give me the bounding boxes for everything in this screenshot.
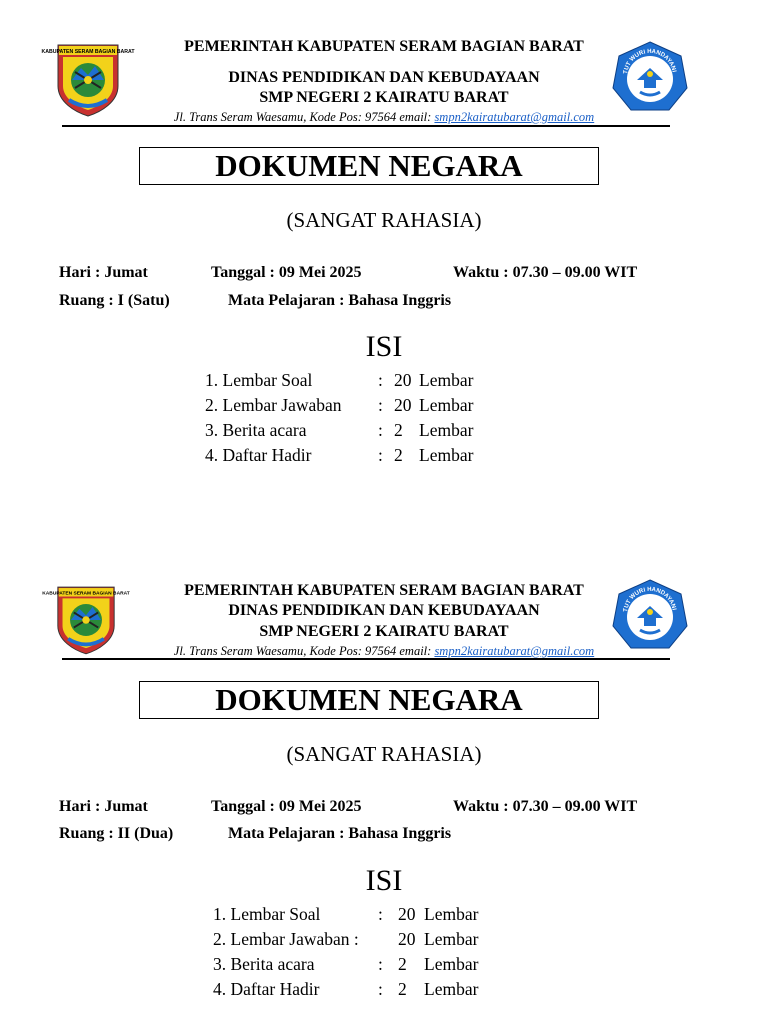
item-count: 2 bbox=[398, 954, 407, 974]
header-address bbox=[0, 644, 768, 658]
exam-time: Waktu : 07.30 – 09.00 WIT bbox=[453, 264, 638, 281]
item-count: 20 bbox=[394, 370, 412, 390]
item-name: 3. Berita acara bbox=[205, 420, 307, 440]
item-colon: : bbox=[378, 445, 383, 465]
item-count: 20 bbox=[398, 904, 416, 924]
contents-heading: ISI bbox=[365, 330, 403, 363]
list-item bbox=[0, 370, 768, 390]
exam-time: Waktu : 07.30 – 09.00 WIT bbox=[453, 798, 638, 815]
item-count: 20 bbox=[398, 929, 416, 949]
item-name: 3. Berita acara bbox=[213, 954, 315, 974]
exam-room: Ruang : II (Dua) bbox=[59, 825, 174, 842]
header-government: PEMERINTAH KABUPATEN SERAM BAGIAN BARAT bbox=[184, 582, 584, 599]
item-unit: Lembar bbox=[419, 370, 474, 390]
email-link[interactable]: smpn2kairatubarat@gmail.com bbox=[434, 644, 595, 658]
document-title: DOKUMEN NEGARA bbox=[139, 147, 599, 185]
list-item bbox=[0, 420, 768, 440]
list-item bbox=[0, 954, 768, 974]
header-department: DINAS PENDIDIKAN DAN KEBUDAYAAN bbox=[228, 69, 540, 86]
header-divider bbox=[62, 125, 670, 127]
item-unit: Lembar bbox=[419, 420, 474, 440]
header-address bbox=[0, 110, 768, 124]
item-unit: Lembar bbox=[424, 954, 479, 974]
address-text: Jl. Trans Seram Waesamu, Kode Pos: 97564 email: bbox=[173, 644, 435, 658]
contents-heading: ISI bbox=[365, 864, 403, 897]
tut-logo-text: TUT WURI HANDAYANI bbox=[623, 48, 677, 75]
header-government: PEMERINTAH KABUPATEN SERAM BAGIAN BARAT bbox=[184, 38, 584, 55]
item-name: 4. Daftar Hadir bbox=[213, 979, 320, 999]
header-department: DINAS PENDIDIKAN DAN KEBUDAYAAN bbox=[228, 602, 540, 619]
item-colon: : bbox=[378, 420, 383, 440]
shield-banner-text: KABUPATEN SERAM BAGIAN BARAT bbox=[41, 49, 135, 55]
item-colon: : bbox=[378, 395, 383, 415]
header-divider bbox=[62, 658, 670, 660]
item-colon: : bbox=[378, 904, 383, 924]
header-school: SMP NEGERI 2 KAIRATU BARAT bbox=[259, 89, 509, 106]
address-text: Jl. Trans Seram Waesamu, Kode Pos: 97564 email: bbox=[173, 110, 435, 124]
exam-room: Ruang : I (Satu) bbox=[59, 292, 170, 309]
exam-date: Tanggal : 09 Mei 2025 bbox=[211, 798, 362, 815]
item-name: 1. Lembar Soal bbox=[205, 370, 313, 390]
list-item bbox=[0, 445, 768, 465]
item-unit: Lembar bbox=[424, 979, 479, 999]
exam-day: Hari : Jumat bbox=[59, 264, 148, 281]
item-unit: Lembar bbox=[424, 904, 479, 924]
document-subtitle: (SANGAT RAHASIA) bbox=[286, 208, 482, 232]
exam-date: Tanggal : 09 Mei 2025 bbox=[211, 264, 362, 281]
list-item bbox=[0, 395, 768, 415]
document-sheet-2 bbox=[0, 534, 768, 1014]
item-name: 4. Daftar Hadir bbox=[205, 445, 312, 465]
tut-logo-text: TUT WURI HANDAYANI bbox=[623, 586, 677, 613]
document-subtitle: (SANGAT RAHASIA) bbox=[286, 742, 482, 766]
exam-subject: Mata Pelajaran : Bahasa Inggris bbox=[228, 825, 452, 842]
list-item bbox=[0, 979, 768, 999]
exam-day: Hari : Jumat bbox=[59, 798, 148, 815]
email-link[interactable]: smpn2kairatubarat@gmail.com bbox=[434, 110, 595, 124]
item-colon: : bbox=[378, 979, 383, 999]
item-name: 2. Lembar Jawaban : bbox=[213, 929, 359, 949]
item-colon: : bbox=[378, 954, 383, 974]
item-unit: Lembar bbox=[419, 445, 474, 465]
item-count: 2 bbox=[398, 979, 407, 999]
item-count: 2 bbox=[394, 445, 403, 465]
item-name: 2. Lembar Jawaban bbox=[205, 395, 342, 415]
item-count: 2 bbox=[394, 420, 403, 440]
list-item bbox=[0, 904, 768, 924]
document-title: DOKUMEN NEGARA bbox=[139, 681, 599, 719]
item-unit: Lembar bbox=[424, 929, 479, 949]
document-sheet-1 bbox=[0, 0, 768, 480]
shield-banner-text: KABUPATEN SERAM BAGIAN BARAT bbox=[42, 591, 130, 597]
item-colon: : bbox=[378, 370, 383, 390]
list-item bbox=[0, 929, 768, 949]
item-count: 20 bbox=[394, 395, 412, 415]
item-unit: Lembar bbox=[419, 395, 474, 415]
item-name: 1. Lembar Soal bbox=[213, 904, 321, 924]
exam-subject: Mata Pelajaran : Bahasa Inggris bbox=[228, 292, 452, 309]
header-school: SMP NEGERI 2 KAIRATU BARAT bbox=[259, 623, 509, 640]
